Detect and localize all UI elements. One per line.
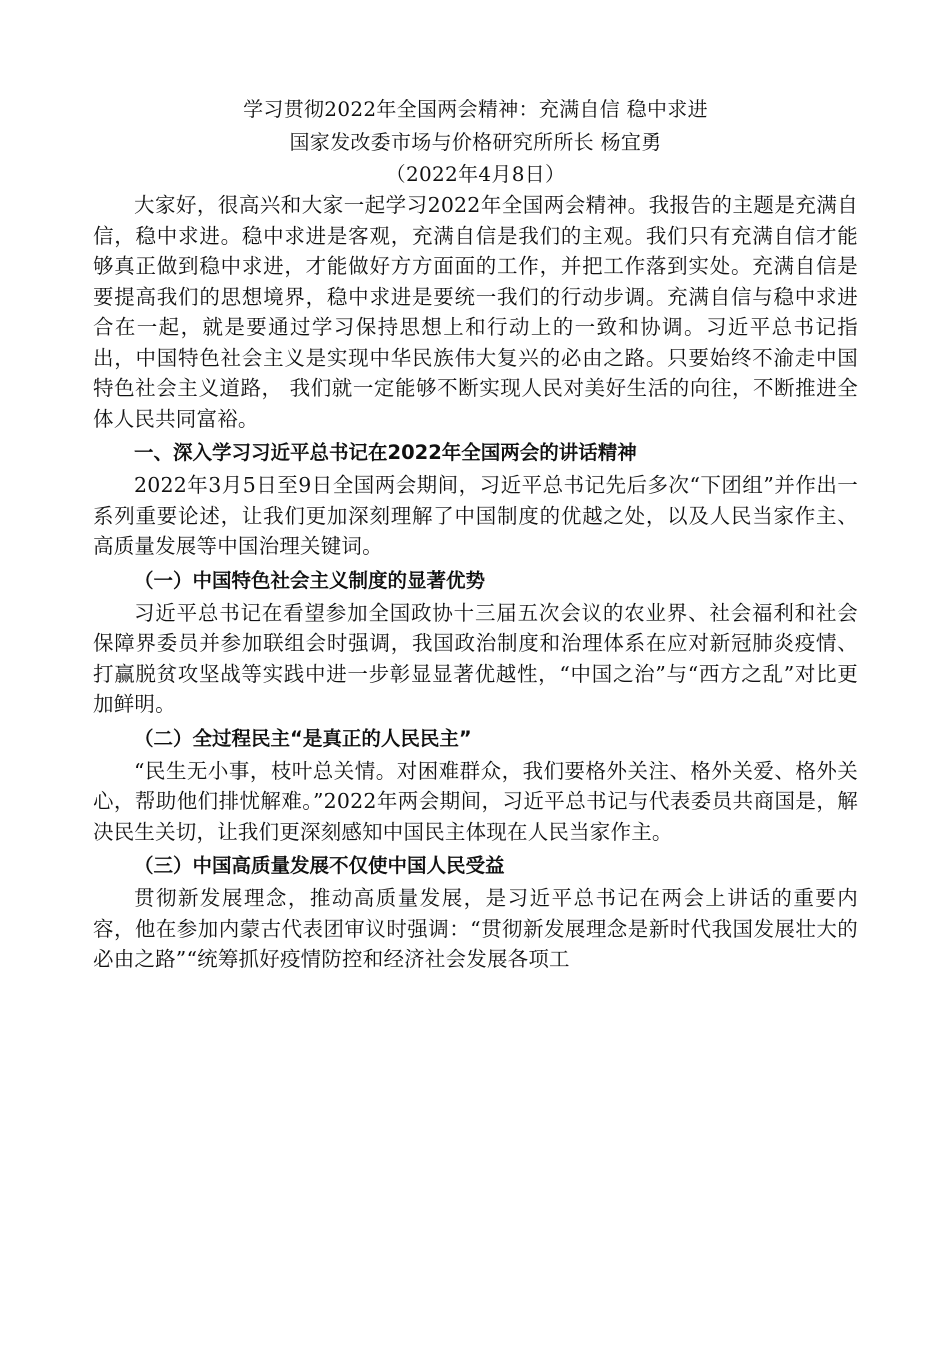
section-1-heading: 一、深入学习习近平总书记在2022年全国两会的讲话精神 xyxy=(134,441,637,464)
subsection-1-heading: （一）中国特色社会主义制度的显著优势 xyxy=(134,568,486,592)
subsection-2-heading: （二）全过程民主“是真正的人民民主” xyxy=(134,726,472,750)
document-body xyxy=(93,98,858,975)
document-author: 国家发改委市场与价格研究所所长 杨宜勇 xyxy=(289,130,662,154)
intro-paragraph: 大家好，很高兴和大家一起学习2022年全国两会精神。我报告的主题是充满自信，稳中求进。稳中求进是客观，充满自信是我们的主观。我们只有充满自信才能够真正做到稳中求进，才能做好方方面面的工作，并把工作落到实处。充满自信是要提高我们的思想境界，稳中求进是要统一我们的行动步调。充满自信与稳中求进合在一起，就是要通过学习保持思想上和行动上的一致和协调。习近平总书记指出，中国特色社会主义是实现中华民族伟大复兴的必由之路。只要始终不渝走中国特色社会主义道路， 我们就一定能够不断实现人民对美好生活的向往，不断推进全体人民共同富裕。 xyxy=(93,193,858,431)
subsection-1-paragraph: 习近平总书记在看望参加全国政协十三届五次会议的农业界、社会福利和社会保障界委员并参加联组会时强调，我国政治制度和治理体系在应对新冠肺炎疫情、打赢脱贫攻坚战等实践中进一步彰显显著优越性，“中国之治”与“西方之乱”对比更加鲜明。 xyxy=(93,600,858,716)
subsection-3-heading: （三）中国高质量发展不仅使中国人民受益 xyxy=(134,854,505,877)
subsection-3-paragraph: 贯彻新发展理念，推动高质量发展，是习近平总书记在两会上讲话的重要内容，他在参加内蒙古代表团审议时强调：“贯彻新发展理念是新时代我国发展壮大的必由之路”“统筹抓好疫情防控和经济社会发展各项工 xyxy=(93,886,858,971)
document-date: （2022年4月8日） xyxy=(385,162,566,186)
subsection-2-paragraph: “民生无小事，枝叶总关情。对困难群众，我们要格外关注、格外关爱、格外关心，帮助他们排忧解难。”2022年两会期间，习近平总书记与代表委员共商国是，解决民生关切，让我们更深刻感知中国民主体现在人民当家作主。 xyxy=(93,758,858,844)
section-1-paragraph: 2022年3月5日至9日全国两会期间，习近平总书记先后多次“下团组”并作出一系列重要论述，让我们更加深刻理解了中国制度的优越之处，以及人民当家作主、高质量发展等中国治理关键词。 xyxy=(93,473,858,558)
document-title: 学习贯彻2022年全国两会精神：充满自信 稳中求进 xyxy=(243,97,708,121)
